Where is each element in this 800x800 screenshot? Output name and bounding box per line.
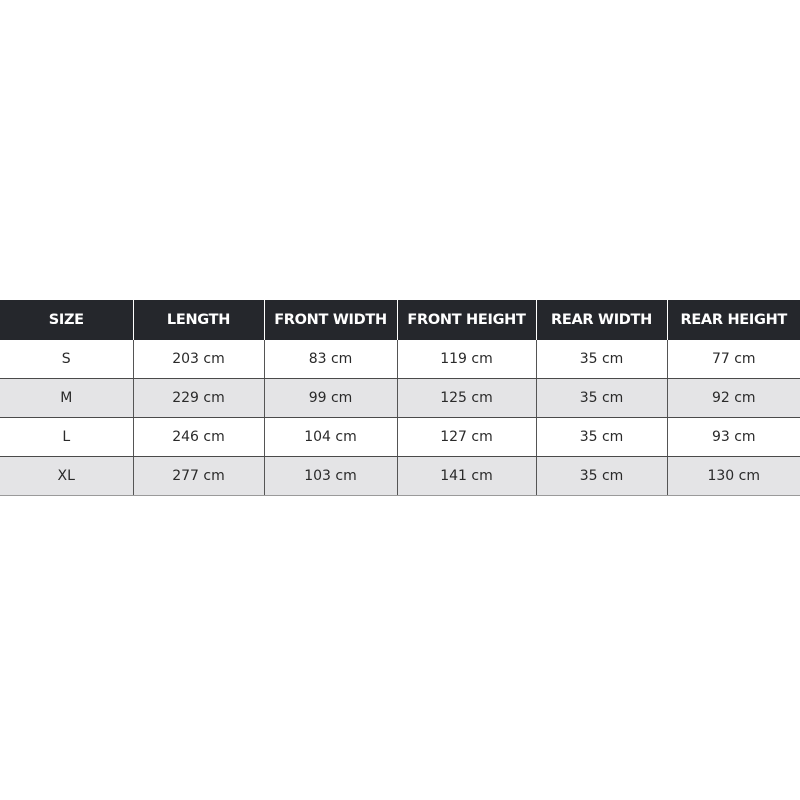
header-rear-height: REAR HEIGHT [667, 300, 800, 340]
cell-rear-width: 35 cm [536, 418, 667, 457]
cell-length: 203 cm [133, 340, 264, 379]
cell-rear-height: 77 cm [667, 340, 800, 379]
header-length: LENGTH [133, 300, 264, 340]
cell-length: 229 cm [133, 379, 264, 418]
table-header [0, 300, 800, 340]
cell-front-width: 99 cm [264, 379, 397, 418]
cell-size: S [0, 340, 133, 379]
table-body [0, 340, 800, 496]
size-chart-table [0, 300, 800, 496]
cell-rear-height: 92 cm [667, 379, 800, 418]
cell-size: M [0, 379, 133, 418]
cell-length: 277 cm [133, 457, 264, 496]
table-row [0, 379, 800, 418]
table-row [0, 457, 800, 496]
cell-rear-width: 35 cm [536, 379, 667, 418]
header-front-height: FRONT HEIGHT [397, 300, 536, 340]
cell-front-width: 104 cm [264, 418, 397, 457]
cell-size: L [0, 418, 133, 457]
cell-front-height: 141 cm [397, 457, 536, 496]
table-row [0, 418, 800, 457]
header-size: SIZE [0, 300, 133, 340]
cell-rear-width: 35 cm [536, 340, 667, 379]
header-front-width: FRONT WIDTH [264, 300, 397, 340]
cell-rear-height: 130 cm [667, 457, 800, 496]
table-row [0, 340, 800, 379]
cell-front-height: 119 cm [397, 340, 536, 379]
cell-front-height: 125 cm [397, 379, 536, 418]
cell-length: 246 cm [133, 418, 264, 457]
cell-rear-width: 35 cm [536, 457, 667, 496]
cell-front-width: 83 cm [264, 340, 397, 379]
cell-size: XL [0, 457, 133, 496]
cell-rear-height: 93 cm [667, 418, 800, 457]
header-row [0, 300, 800, 340]
header-rear-width: REAR WIDTH [536, 300, 667, 340]
cell-front-width: 103 cm [264, 457, 397, 496]
cell-front-height: 127 cm [397, 418, 536, 457]
